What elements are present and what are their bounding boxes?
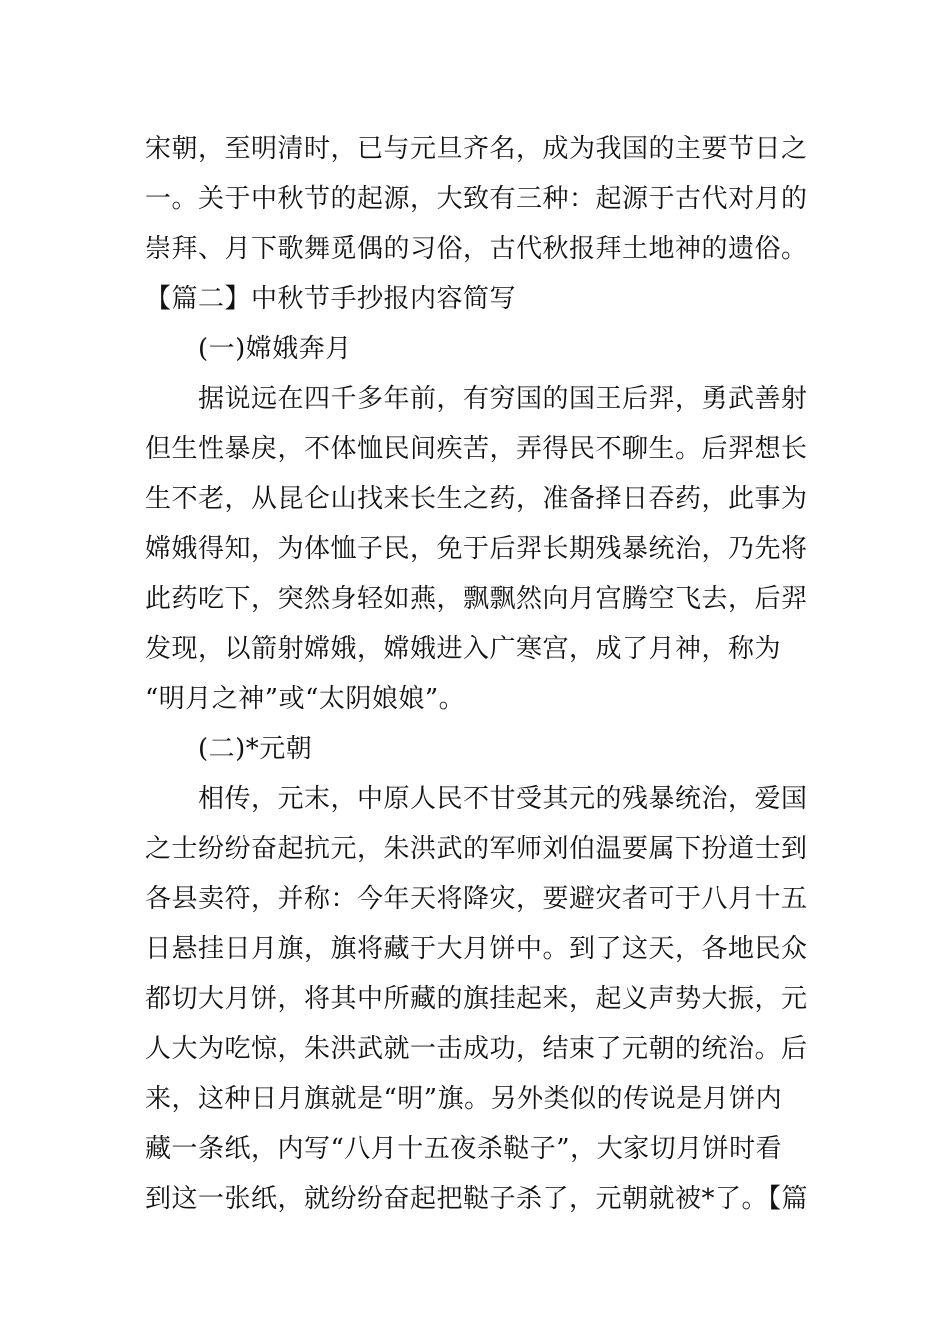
- paragraph-first-line: 相传，元末，中原人民不甘受其元的残暴统治，爱国: [198, 784, 808, 814]
- text-line: “明月之神”或“太阴娘娘”。: [145, 684, 466, 714]
- section-heading: 【篇二】中秋节手抄报内容简写: [145, 284, 517, 314]
- text-line: 日悬挂日月旗，旗将藏于大月饼中。到了这天，各地民众: [145, 934, 808, 964]
- text-line: 崇拜、月下歌舞觅偶的习俗，古代秋报拜土地神的遗俗。: [145, 234, 808, 264]
- text-line: 都切大月饼，将其中所藏的旗挂起来，起义声势大振，元: [145, 984, 808, 1014]
- subsection-heading: (二)*元朝: [198, 734, 313, 764]
- text-line: 一。关于中秋节的起源，大致有三种：起源于古代对月的: [145, 184, 808, 214]
- text-line: 宋朝，至明清时，已与元旦齐名，成为我国的主要节日之: [145, 134, 808, 164]
- text-line: 此药吃下，突然身轻如燕，飘飘然向月宫腾空飞去，后羿: [145, 584, 808, 614]
- text-line: 人大为吃惊，朱洪武就一击成功，结束了元朝的统治。后: [145, 1034, 808, 1064]
- text-line: 生不老，从昆仑山找来长生之药，准备择日吞药，此事为: [145, 484, 808, 514]
- text-line: 各县卖符，并称：今年天将降灾，要避灾者可于八月十五: [145, 884, 808, 914]
- text-line: 藏一条纸，内写“八月十五夜杀鞑子”，大家切月饼时看: [145, 1134, 783, 1164]
- text-line: 之士纷纷奋起抗元，朱洪武的军师刘伯温要属下扮道士到: [145, 834, 808, 864]
- text-line: 但生性暴戾，不体恤民间疾苦，弄得民不聊生。后羿想长: [145, 434, 808, 464]
- text-line: 到这一张纸，就纷纷奋起把鞑子杀了，元朝就被*了。【篇: [145, 1184, 809, 1214]
- subsection-heading: (一)嫦娥奔月: [198, 334, 352, 364]
- text-line: 嫦娥得知，为体恤子民，免于后羿长期残暴统治，乃先将: [145, 534, 808, 564]
- text-line: 来，这种日月旗就是“明”旗。另外类似的传说是月饼内: [145, 1084, 783, 1114]
- text-line: 发现，以箭射嫦娥，嫦娥进入广寒宫，成了月神，称为: [145, 634, 782, 664]
- paragraph-first-line: 据说远在四千多年前，有穷国的国王后羿，勇武善射: [198, 384, 808, 414]
